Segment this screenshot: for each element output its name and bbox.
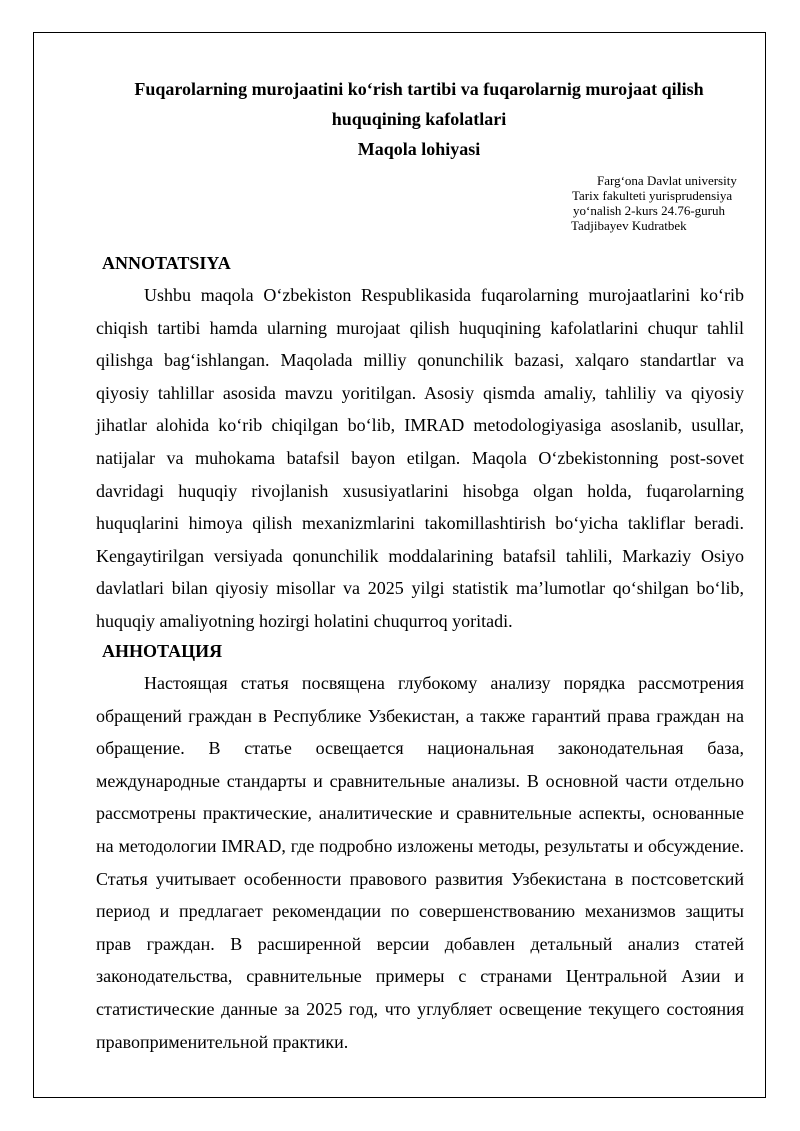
title-block — [95, 74, 743, 164]
title-line-1: Fuqarolarning murojaatini ko‘rish tartibi va fuqarolarnig murojaat qilish — [134, 79, 704, 99]
author-name: Tadjibayev Kudratbek — [571, 218, 687, 233]
author-faculty: Tarix fakulteti yurisprudensiya — [572, 188, 733, 203]
annotation-uz-heading: ANNOTATSIYA — [102, 253, 231, 273]
title-line-2: huquqining kafolatlari — [331, 109, 507, 129]
author-university: Farg‘ona Davlat university — [597, 173, 737, 188]
author-info — [565, 173, 755, 233]
annotation-ru-heading: АННОТАЦИЯ — [102, 641, 223, 661]
annotation-ru-text: Настоящая статья посвящена глубокому анализу порядка рассмотрения обращений граждан в Республике Узбекистан, а также гарантий права граждан на обращение. В статье освещается национальная законодательная база, международные стандарты и сравнительные анализы. В основной части отдельно рассмотрены практические, аналитические и сравнительные аспекты, основанные на методологии IMRAD, где подробно изложены методы, результаты и обсуждение. Статья учитывает особенности правового развития Узбекистана в постсоветский период и предлагает рекомендации по совершенствованию механизмов защиты прав граждан. В расширенной версии добавлен детальный анализ статей законодательства, сравнительные примеры с странами Центральной Азии и статистические данные за 2025 год, что углубляет освещение текущего состояния правоприменительной практики. — [96, 673, 744, 1052]
subtitle: Maqola lohiyasi — [357, 139, 481, 159]
author-group: yo‘nalish 2-kurs 24.76-guruh — [573, 203, 726, 218]
annotation-uz-text: Ushbu maqola O‘zbekiston Respublikasida fuqarolarning murojaatlarini ko‘rib chiqish tartibi hamda ularning murojaat qilish huquqining kafolatlarini chuqur tahlil qilishga bag‘ishlangan. Maqolada milliy qonunchilik bazasi, xalqaro standartlar va qiyosiy tahlillar asosida mavzu yoritilgan. Asosiy qismda amaliy, tahliliy va qiyosiy jihatlar alohida ko‘rib chiqilgan bo‘lib, IMRAD metodologiyasiga asoslanib, usullar, natijalar va muhokama batafsil bayon etilgan. Maqola O‘zbekistonning post-sovet davridagi huquqiy rivojlanish xususiyatlarini hisobga olgan holda, fuqarolarning huquqlarini himoya qilish mexanizmlarini takomillashtirish bo‘yicha takliflar beradi. Kengaytirilgan versiyada qonunchilik moddalarining batafsil tahlili, Markaziy Osiyo davlatlari bilan qiyosiy misollar va 2025 yilgi statistik ma’lumotlar qo‘shilgan bo‘lib, huquqiy amaliyotning hozirgi holatini chuqurroq yoritadi. — [96, 285, 744, 631]
